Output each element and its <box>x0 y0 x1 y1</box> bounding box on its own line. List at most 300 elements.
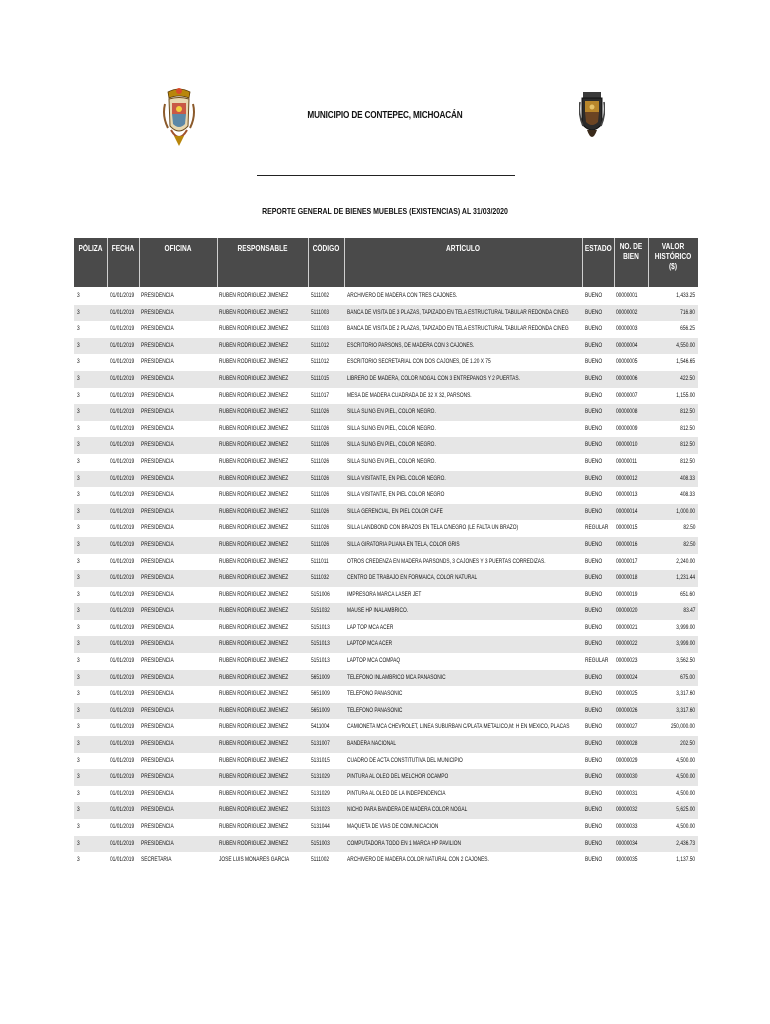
column-header-valor-line2: HISTÓRICO <box>654 252 692 261</box>
cell-valor: 1,231.44 <box>676 574 695 582</box>
cell-responsable: JOSE LUIS MONARES GARCIA <box>219 856 290 864</box>
cell-articulo: LAPTOP MCA COMPAQ <box>347 657 401 665</box>
table-row <box>74 636 698 653</box>
table-row <box>74 703 698 720</box>
cell-oficina: PRESIDENCIA <box>141 690 174 698</box>
cell-valor: 408.33 <box>680 474 695 482</box>
cell-valor: 3,999.00 <box>676 623 695 631</box>
cell-poliza: 3 <box>77 540 80 548</box>
cell-responsable: RUBEN RODRIGUEZ JIMENEZ <box>219 491 289 499</box>
cell-poliza: 3 <box>77 590 80 598</box>
cell-codigo: 5111026 <box>311 408 330 416</box>
column-header-articulo: ARTÍCULO <box>446 244 480 253</box>
cell-responsable: RUBEN RODRIGUEZ JIMENEZ <box>219 540 289 548</box>
cell-articulo: TELÉFONO PANASONIC <box>347 690 403 698</box>
column-header-no-bien <box>617 238 645 287</box>
cell-poliza: 3 <box>77 524 80 532</box>
cell-articulo: ESCRITORIO SECRETARIAL CON DOS CAJONES, DE 1.20 X 75 <box>347 358 491 366</box>
cell-fecha: 01/01/2019 <box>110 391 135 399</box>
cell-estado: BUENO <box>585 557 603 565</box>
cell-oficina: PRESIDENCIA <box>141 540 174 548</box>
cell-no-bien: 00000024 <box>616 673 638 681</box>
cell-responsable: RUBEN RODRIGUEZ JIMENEZ <box>219 441 289 449</box>
cell-codigo: 5131023 <box>311 806 330 814</box>
cell-responsable: RUBEN RODRIGUEZ JIMENEZ <box>219 474 289 482</box>
cell-codigo: 5111012 <box>311 358 330 366</box>
cell-responsable: RUBEN RODRIGUEZ JIMENEZ <box>219 723 289 731</box>
cell-codigo: 5151032 <box>311 607 330 615</box>
cell-poliza: 3 <box>77 308 80 316</box>
cell-fecha: 01/01/2019 <box>110 524 135 532</box>
cell-poliza: 3 <box>77 374 80 382</box>
cell-articulo: ARCHIVERO DE MADERA CON TRES CAJONES. <box>347 292 458 299</box>
cell-articulo: TELEFONO INLAMBRICO MCA PANASONIC <box>347 673 446 681</box>
cell-oficina: PRESIDENCIA <box>141 706 174 714</box>
table-row <box>74 471 698 488</box>
report-title: REPORTE GENERAL DE BIENES MUEBLES (EXISTENCIAS) AL 31/03/2020 <box>262 206 508 216</box>
cell-poliza: 3 <box>77 706 80 714</box>
cell-valor: 3,317.60 <box>676 706 695 714</box>
cell-codigo: 5111002 <box>311 292 330 299</box>
cell-estado: BUENO <box>585 540 603 548</box>
cell-valor: 3,999.00 <box>676 640 695 648</box>
cell-fecha: 01/01/2019 <box>110 723 135 731</box>
cell-responsable: RUBEN RODRIGUEZ JIMENEZ <box>219 623 289 631</box>
cell-codigo: 5111012 <box>311 341 330 349</box>
cell-responsable: RUBEN RODRIGUEZ JIMENEZ <box>219 690 289 698</box>
cell-oficina: PRESIDENCIA <box>141 474 174 482</box>
municipality-title: MUNICIPIO DE CONTEPEC, MICHOACÁN <box>307 110 463 121</box>
cell-codigo: 5111026 <box>311 540 330 548</box>
cell-no-bien: 00000021 <box>616 623 638 631</box>
cell-fecha: 01/01/2019 <box>110 673 135 681</box>
cell-codigo: 5131029 <box>311 789 330 797</box>
cell-oficina: PRESIDENCIA <box>141 740 174 748</box>
cell-codigo: 5651009 <box>311 673 330 681</box>
cell-valor: 1,433.25 <box>676 292 695 299</box>
cell-articulo: SILLA SLING EN PIEL, COLOR NEGRO. <box>347 441 436 449</box>
cell-oficina: PRESIDENCIA <box>141 756 174 764</box>
cell-poliza: 3 <box>77 358 80 366</box>
cell-oficina: PRESIDENCIA <box>141 457 174 465</box>
cell-valor: 4,500.00 <box>676 773 695 781</box>
cell-no-bien: 00000027 <box>616 723 638 731</box>
table-row <box>74 769 698 786</box>
cell-no-bien: 00000001 <box>616 292 638 299</box>
cell-no-bien: 00000023 <box>616 657 638 665</box>
cell-poliza: 3 <box>77 806 80 814</box>
cell-no-bien: 00000031 <box>616 789 638 797</box>
cell-valor: 675.00 <box>680 673 695 681</box>
cell-poliza: 3 <box>77 325 80 333</box>
cell-poliza: 3 <box>77 673 80 681</box>
cell-valor: 4,500.00 <box>676 823 695 830</box>
cell-codigo: 5131007 <box>311 740 330 748</box>
cell-fecha: 01/01/2019 <box>110 590 135 598</box>
cell-oficina: PRESIDENCIA <box>141 806 174 814</box>
cell-fecha: 01/01/2019 <box>110 773 135 781</box>
cell-poliza: 3 <box>77 856 80 864</box>
cell-poliza: 3 <box>77 789 80 797</box>
cell-valor: 2,240.00 <box>676 557 695 565</box>
cell-codigo: 5651009 <box>311 706 330 714</box>
cell-articulo: CENTRO DE TRABAJO EN FORMAICA, COLOR NATURAL <box>347 574 478 582</box>
cell-valor: 812.50 <box>680 457 695 465</box>
inventory-table-body <box>74 288 698 869</box>
cell-estado: BUENO <box>585 474 603 482</box>
cell-valor: 1,137.50 <box>676 856 695 864</box>
cell-no-bien: 00000014 <box>616 507 638 515</box>
cell-responsable: RUBEN RODRIGUEZ JIMENEZ <box>219 823 289 830</box>
cell-fecha: 01/01/2019 <box>110 374 135 382</box>
cell-articulo: TELÉFONO PANASONIC <box>347 706 403 714</box>
cell-no-bien: 00000004 <box>616 341 638 349</box>
table-row <box>74 487 698 504</box>
cell-codigo: 5111003 <box>311 325 330 333</box>
cell-fecha: 01/01/2019 <box>110 540 135 548</box>
cell-responsable: RUBEN RODRIGUEZ JIMENEZ <box>219 640 289 648</box>
cell-oficina: PRESIDENCIA <box>141 408 174 416</box>
cell-oficina: PRESIDENCIA <box>141 358 174 366</box>
cell-estado: BUENO <box>585 507 603 515</box>
cell-codigo: 5111002 <box>311 856 330 864</box>
cell-estado: BUENO <box>585 856 603 864</box>
cell-articulo: SILLA SLING EN PIEL, COLOR NEGRO. <box>347 408 436 416</box>
cell-fecha: 01/01/2019 <box>110 756 135 764</box>
cell-codigo: 5651009 <box>311 690 330 698</box>
cell-estado: BUENO <box>585 391 603 399</box>
cell-articulo: SILLA GERENCIAL, EN PIEL COLOR CAFÉ <box>347 507 443 515</box>
cell-poliza: 3 <box>77 408 80 416</box>
cell-fecha: 01/01/2019 <box>110 623 135 631</box>
column-header-fecha: FECHA <box>111 244 135 253</box>
cell-responsable: RUBEN RODRIGUEZ JIMENEZ <box>219 457 289 465</box>
cell-estado: BUENO <box>585 773 603 781</box>
cell-articulo: OTROS CREDENZA EN MADERA PARSONDS, 3 CAJONES Y 3 PUERTAS CORREDIZAS. <box>347 557 546 565</box>
cell-codigo: 5131015 <box>311 756 330 764</box>
cell-responsable: RUBEN RODRIGUEZ JIMENEZ <box>219 673 289 681</box>
cell-oficina: SECRETARIA <box>141 856 172 864</box>
cell-no-bien: 00000017 <box>616 557 638 565</box>
table-row <box>74 520 698 537</box>
cell-fecha: 01/01/2019 <box>110 308 135 316</box>
cell-articulo: LIBRERO DE MADERA, COLOR NOGAL CON 3 ENTREPAÑOS Y 2 PUERTAS. <box>347 374 520 382</box>
table-row <box>74 554 698 571</box>
cell-estado: BUENO <box>585 374 603 382</box>
table-row <box>74 653 698 670</box>
cell-fecha: 01/01/2019 <box>110 574 135 582</box>
cell-no-bien: 00000026 <box>616 706 638 714</box>
cell-poliza: 3 <box>77 723 80 731</box>
cell-valor: 812.50 <box>680 441 695 449</box>
column-header-no-bien-line1: NO. DE <box>619 242 643 251</box>
cell-valor: 82.50 <box>682 524 695 532</box>
column-header-no-bien-line2: BIEN <box>623 252 639 261</box>
cell-no-bien: 00000016 <box>616 540 638 548</box>
cell-responsable: RUBEN RODRIGUEZ JIMENEZ <box>219 424 289 432</box>
cell-responsable: RUBEN RODRIGUEZ JIMENEZ <box>219 374 289 382</box>
cell-oficina: PRESIDENCIA <box>141 325 174 333</box>
cell-no-bien: 00000028 <box>616 740 638 748</box>
cell-oficina: PRESIDENCIA <box>141 524 174 532</box>
cell-articulo: LAP TOP MCA ACER <box>347 623 394 631</box>
cell-estado: BUENO <box>585 690 603 698</box>
cell-responsable: RUBEN RODRIGUEZ JIMENEZ <box>219 740 289 748</box>
cell-responsable: RUBEN RODRIGUEZ JIMENEZ <box>219 706 289 714</box>
cell-no-bien: 00000002 <box>616 308 638 316</box>
cell-oficina: PRESIDENCIA <box>141 657 174 665</box>
table-row <box>74 404 698 421</box>
cell-poliza: 3 <box>77 574 80 582</box>
cell-valor: 2,436.73 <box>676 839 695 847</box>
cell-no-bien: 00000010 <box>616 441 638 449</box>
cell-no-bien: 00000012 <box>616 474 638 482</box>
table-row <box>74 852 698 869</box>
cell-responsable: RUBEN RODRIGUEZ JIMENEZ <box>219 408 289 416</box>
cell-articulo: SILLA LANDBOND CON BRAZOS EN TELA C/NEGRO (LE FALTA UN BRAZO) <box>347 524 519 532</box>
cell-estado: BUENO <box>585 308 603 316</box>
cell-poliza: 3 <box>77 607 80 615</box>
cell-oficina: PRESIDENCIA <box>141 374 174 382</box>
cell-responsable: RUBEN RODRIGUEZ JIMENEZ <box>219 308 289 316</box>
cell-no-bien: 00000007 <box>616 391 638 399</box>
cell-fecha: 01/01/2019 <box>110 557 135 565</box>
cell-valor: 408.33 <box>680 491 695 499</box>
cell-poliza: 3 <box>77 740 80 748</box>
cell-oficina: PRESIDENCIA <box>141 507 174 515</box>
table-row <box>74 620 698 637</box>
column-header-oficina: OFICINA <box>164 244 192 253</box>
cell-no-bien: 00000029 <box>616 756 638 764</box>
cell-codigo: 5151006 <box>311 590 330 598</box>
cell-poliza: 3 <box>77 839 80 847</box>
cell-no-bien: 00000008 <box>616 408 638 416</box>
cell-responsable: RUBEN RODRIGUEZ JIMENEZ <box>219 590 289 598</box>
column-header-codigo: CÓDIGO <box>312 244 340 253</box>
table-row <box>74 371 698 388</box>
cell-codigo: 5151013 <box>311 623 330 631</box>
cell-oficina: PRESIDENCIA <box>141 723 174 731</box>
cell-estado: BUENO <box>585 789 603 797</box>
table-row <box>74 454 698 471</box>
cell-responsable: RUBEN RODRIGUEZ JIMENEZ <box>219 789 289 797</box>
cell-oficina: PRESIDENCIA <box>141 773 174 781</box>
cell-valor: 4,500.00 <box>676 756 695 764</box>
cell-fecha: 01/01/2019 <box>110 823 135 830</box>
cell-responsable: RUBEN RODRIGUEZ JIMENEZ <box>219 524 289 532</box>
cell-responsable: RUBEN RODRIGUEZ JIMENEZ <box>219 557 289 565</box>
cell-articulo: PINTURA AL OLEO DEL MELCHOR OCAMPO <box>347 773 449 781</box>
cell-responsable: RUBEN RODRIGUEZ JIMENEZ <box>219 756 289 764</box>
cell-valor: 3,562.50 <box>676 657 695 665</box>
cell-articulo: CAMIONETA MCA CHEVROLET, LINEA SUBURBAN C/PLATA METALICO,M: H EN MEXICO, PLACAS <box>347 723 570 731</box>
cell-estado: BUENO <box>585 408 603 416</box>
cell-codigo: 5131044 <box>311 823 330 830</box>
cell-no-bien: 00000011 <box>616 457 638 465</box>
cell-no-bien: 00000005 <box>616 358 638 366</box>
cell-no-bien: 00000034 <box>616 839 638 847</box>
cell-codigo: 5111026 <box>311 491 330 499</box>
cell-estado: BUENO <box>585 640 603 648</box>
cell-no-bien: 00000015 <box>616 524 638 532</box>
cell-oficina: PRESIDENCIA <box>141 574 174 582</box>
cell-codigo: 5111015 <box>311 374 330 382</box>
cell-fecha: 01/01/2019 <box>110 806 135 814</box>
cell-fecha: 01/01/2019 <box>110 839 135 847</box>
cell-valor: 82.50 <box>682 540 695 548</box>
cell-articulo: BANCA DE VISITA DE 3 PLAZAS, TAPIZADO EN TELA ESTRUCTURAL TABULAR REDONDA C/NEG <box>347 308 569 316</box>
cell-fecha: 01/01/2019 <box>110 441 135 449</box>
table-row <box>74 504 698 521</box>
cell-articulo: LAPTOP MCA ACER <box>347 640 393 648</box>
cell-poliza: 3 <box>77 773 80 781</box>
cell-estado: BUENO <box>585 740 603 748</box>
cell-articulo: COMPUTADORA TODO EN 1 MARCA HP PAVILION <box>347 839 461 847</box>
cell-valor: 656.25 <box>680 325 695 333</box>
cell-fecha: 01/01/2019 <box>110 607 135 615</box>
cell-valor: 716.80 <box>680 308 695 316</box>
cell-codigo: 5111011 <box>311 557 329 565</box>
cell-codigo: 5111026 <box>311 524 330 532</box>
cell-no-bien: 00000022 <box>616 640 638 648</box>
table-row <box>74 587 698 604</box>
cell-articulo: PINTURA AL OLEO DE LA INDEPENDENCIA <box>347 789 446 797</box>
cell-articulo: MESA DE MADERA CUADRADA DE 32 X 32, PARSONS. <box>347 391 472 399</box>
table-row <box>74 354 698 371</box>
cell-estado: BUENO <box>585 706 603 714</box>
cell-poliza: 3 <box>77 557 80 565</box>
cell-responsable: RUBEN RODRIGUEZ JIMENEZ <box>219 607 289 615</box>
cell-estado: BUENO <box>585 491 603 499</box>
cell-articulo: MAUSE HP INALAMBRICO. <box>347 607 409 615</box>
cell-articulo: BANDERA NACIONAL <box>347 740 397 748</box>
cell-responsable: RUBEN RODRIGUEZ JIMENEZ <box>219 391 289 399</box>
cell-estado: BUENO <box>585 457 603 465</box>
cell-codigo: 5111003 <box>311 308 330 316</box>
cell-codigo: 5111026 <box>311 457 330 465</box>
cell-oficina: PRESIDENCIA <box>141 341 174 349</box>
cell-no-bien: 00000020 <box>616 607 638 615</box>
cell-estado: BUENO <box>585 590 603 598</box>
cell-oficina: PRESIDENCIA <box>141 292 174 299</box>
cell-codigo: 5151013 <box>311 657 330 665</box>
cell-articulo: SILLA VISITANTE, EN PIEL COLOR NEGRO. <box>347 474 446 482</box>
cell-fecha: 01/01/2019 <box>110 657 135 665</box>
cell-codigo: 5111032 <box>311 574 330 582</box>
cell-fecha: 01/01/2019 <box>110 325 135 333</box>
cell-poliza: 3 <box>77 441 80 449</box>
cell-estado: BUENO <box>585 341 603 349</box>
table-row <box>74 802 698 819</box>
cell-responsable: RUBEN RODRIGUEZ JIMENEZ <box>219 839 289 847</box>
cell-valor: 651.60 <box>680 590 695 598</box>
cell-oficina: PRESIDENCIA <box>141 823 174 830</box>
cell-no-bien: 00000003 <box>616 325 638 333</box>
cell-valor: 812.50 <box>680 408 695 416</box>
cell-poliza: 3 <box>77 690 80 698</box>
table-row <box>74 321 698 338</box>
cell-oficina: PRESIDENCIA <box>141 673 174 681</box>
table-row <box>74 388 698 405</box>
cell-estado: BUENO <box>585 823 603 830</box>
cell-fecha: 01/01/2019 <box>110 690 135 698</box>
cell-estado: BUENO <box>585 673 603 681</box>
cell-poliza: 3 <box>77 292 80 299</box>
cell-articulo: SILLA SLING EN PIEL, COLOR NEGRO. <box>347 424 436 432</box>
table-row <box>74 537 698 554</box>
cell-estado: BUENO <box>585 623 603 631</box>
cell-estado: REGULAR <box>585 524 609 532</box>
cell-valor: 5,625.00 <box>676 806 695 814</box>
cell-poliza: 3 <box>77 424 80 432</box>
cell-no-bien: 00000030 <box>616 773 638 781</box>
cell-poliza: 3 <box>77 657 80 665</box>
cell-no-bien: 00000032 <box>616 806 638 814</box>
table-row <box>74 819 698 836</box>
cell-articulo: MAQUETA DE VÍAS DE COMUNICACIÓN <box>347 823 439 830</box>
cell-poliza: 3 <box>77 623 80 631</box>
cell-estado: BUENO <box>585 607 603 615</box>
cell-oficina: PRESIDENCIA <box>141 308 174 316</box>
cell-no-bien: 00000009 <box>616 424 638 432</box>
cell-fecha: 01/01/2019 <box>110 740 135 748</box>
table-header <box>74 238 698 287</box>
cell-fecha: 01/01/2019 <box>110 856 135 864</box>
cell-valor: 422.50 <box>680 374 695 382</box>
cell-fecha: 01/01/2019 <box>110 424 135 432</box>
cell-codigo: 5411004 <box>311 723 330 731</box>
cell-fecha: 01/01/2019 <box>110 292 135 299</box>
cell-poliza: 3 <box>77 341 80 349</box>
table-row <box>74 437 698 454</box>
cell-articulo: ARCHIVERO DE MADERA COLOR NATURAL CON 2 CAJONES. <box>347 856 489 864</box>
cell-responsable: RUBEN RODRIGUEZ JIMENEZ <box>219 292 289 299</box>
cell-fecha: 01/01/2019 <box>110 457 135 465</box>
cell-responsable: RUBEN RODRIGUEZ JIMENEZ <box>219 773 289 781</box>
cell-oficina: PRESIDENCIA <box>141 391 174 399</box>
table-row <box>74 753 698 770</box>
cell-valor: 1,546.65 <box>676 358 695 366</box>
cell-valor: 250,000.00 <box>670 723 695 731</box>
cell-responsable: RUBEN RODRIGUEZ JIMENEZ <box>219 325 289 333</box>
cell-fecha: 01/01/2019 <box>110 491 135 499</box>
cell-codigo: 5111017 <box>311 391 330 399</box>
cell-fecha: 01/01/2019 <box>110 358 135 366</box>
cell-poliza: 3 <box>77 457 80 465</box>
table-row <box>74 338 698 355</box>
cell-valor: 1,000.00 <box>676 507 695 515</box>
cell-poliza: 3 <box>77 640 80 648</box>
cell-oficina: PRESIDENCIA <box>141 424 174 432</box>
cell-valor: 202.50 <box>680 740 695 748</box>
cell-codigo: 5111026 <box>311 507 330 515</box>
cell-poliza: 3 <box>77 756 80 764</box>
cell-estado: BUENO <box>585 292 603 299</box>
cell-poliza: 3 <box>77 474 80 482</box>
cell-fecha: 01/01/2019 <box>110 507 135 515</box>
cell-estado: BUENO <box>585 839 603 847</box>
column-header-valor <box>653 238 694 287</box>
cell-oficina: PRESIDENCIA <box>141 640 174 648</box>
cell-codigo: 5111026 <box>311 441 330 449</box>
cell-codigo: 5111026 <box>311 424 330 432</box>
cell-estado: BUENO <box>585 358 603 366</box>
table-row <box>74 736 698 753</box>
cell-codigo: 5151013 <box>311 640 330 648</box>
cell-responsable: RUBEN RODRIGUEZ JIMENEZ <box>219 507 289 515</box>
cell-no-bien: 00000019 <box>616 590 638 598</box>
cell-estado: BUENO <box>585 574 603 582</box>
